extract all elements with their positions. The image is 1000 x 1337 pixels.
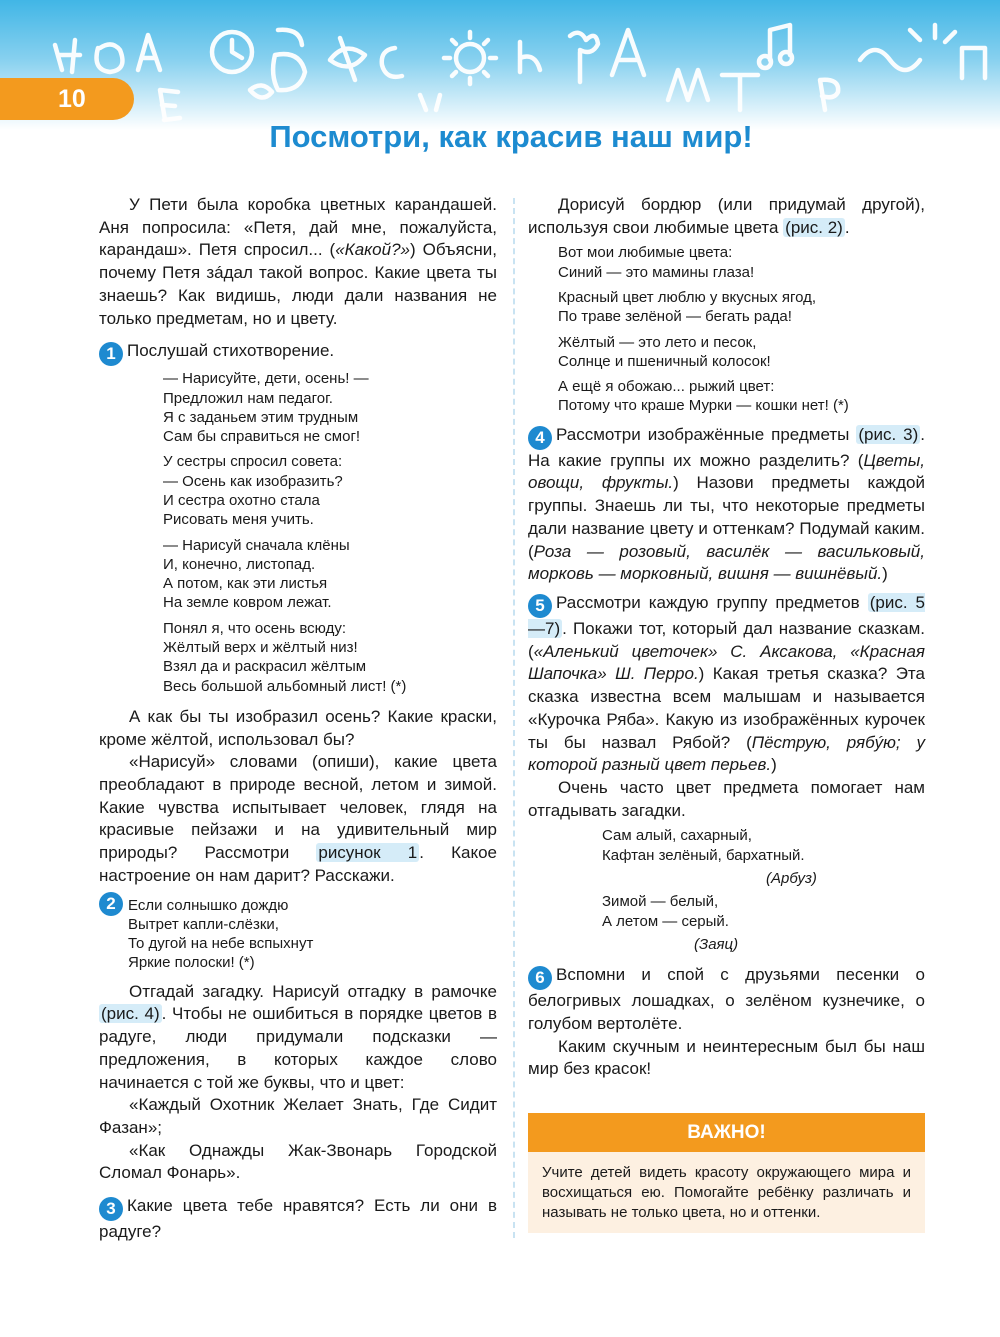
figure-reference: (рис. 2) [785,217,843,237]
intro-paragraph: У Пети была коробка цветных карандашей. Аня попросила: «Петя, дай мне, пожалуйста, карандаш». Петя спросил... («Какой?») Объясни, почему Петя зáдал такой вопрос. Какие цвета ты знаешь? Как видишь, люди дали названия не только предметам, но и цвету. [99,195,497,328]
seasons-paragraph: «Нарисуй» словами (опиши), какие цвета преобладают в природе весной, летом и зимой. Какие чувства испытывает человек, глядя на красивые пейзажи и на удивительный мир природы? Рассмотри рисунок 1 . Какое настроение он нам дарит? Расскажи. [99,752,498,885]
page-number: 10 [58,85,86,113]
poem-stanza: Понял я, что осень всюду: Жёлтый верх и жёлтый низ! Взял да и раскрасил жёлтым Весь большой альбомный лист! (*) [163,619,407,695]
task-6: 6 Вспомни и спой с друзьями песенки о белогривых лошадках, о зелёном кузнечике, о голубом вертолёте. [528,965,925,1033]
poem-stanza: — Нарисуйте, дети, осень! — Предложил нам педагог. Я с заданьем этим трудным Сам бы справиться не смог! [163,370,369,446]
mnemonic-1: «Каждый Охотник Желает Знать, Где Сидит Фазан»; [99,1095,497,1137]
task-4: 4 Рассмотри изображённые предметы (рис. 3) . На какие группы их можно разделить? (Цветы, овощи, фрукты.) Назови предметы каждой группы. Знаешь ли ты, что некоторые предметы дали название цвету и оттенкам? Подумай каким. (Роза — розовый, василёк — васильковый, морковь — морковный, вишня — вишнёвый.) [528,424,925,584]
watermelon-riddle: Сам алый, сахарный, Кафтан зелёный, бархатный. (Арбуз) [528,826,925,888]
task-number-badge: 4 [528,426,552,450]
riddle-paragraph: Отгадай загадку. Нарисуй отгадку в рамочке (рис. 4) . Чтобы не ошибиться в порядке цветов в радуге, люди придумали подсказки — предложения, в которых каждое слово начинается с той же буквы, что и цвет: [99,981,497,1092]
task-number-badge: 2 [99,892,123,916]
hare-riddle: Зимой — белый, А летом — серый. (Заяц) [528,892,925,954]
poem-stanza: — Нарисуй сначала клёны И, конечно, листопад. А потом, как эти листья На земле ковром лежат. [163,536,350,612]
important-note-box [528,1113,925,1233]
figure-reference: рисунок 1 [318,843,418,863]
poem-stanza: Вот мои любимые цвета: Синий — это мамины глаза! [558,244,755,281]
task-3: 3 Какие цвета тебе нравятся? Есть ли они в радуге? [99,1196,497,1242]
colors-poem [528,243,925,415]
important-note-title: ВАЖНО! [528,1113,925,1152]
task-number-badge: 1 [99,342,123,366]
figure-reference: (рис. 5—7) [528,593,926,638]
task-1 [99,340,497,696]
task-number-badge: 5 [528,594,552,618]
riddle-answer: (Заяц) [694,935,739,953]
poem-stanza: У сестры спросил совета: — Осень как изобразить? И сестра охотно стала Рисовать меня учить. [163,453,343,529]
figure-reference: (рис. 3) [858,424,919,444]
riddle-answer: (Арбуз) [766,869,817,887]
left-column [99,194,497,1244]
header-band [0,0,1000,130]
border-paragraph: Дорисуй бордюр (или придумай другой), используя свои любимые цвета (рис. 2) . [528,195,925,237]
task-5: 5 Рассмотри каждую группу предметов (рис. 5—7) . Покажи тот, который дал название сказкам. («Аленький цветочек» С. Аксакова, «Красная Шапочка» Ш. Перро.) Какая третья сказка? Эта сказка известна всем малышам и называется «Курочка Ряба». Какую из изображённых курочек ты бы назвал Рябой? (Пёструю, рябýю; у которой разный цвет перьев.) [528,593,926,775]
important-note-text: Учите детей видеть красоту окружающего мира и восхищаться ею. Помогайте ребёнку различать и называть не только цвета, но и оттенки. [542,1164,911,1221]
doodle-letters-decoration [0,0,1000,130]
poem-stanza: А ещё я обожаю... рыжий цвет: Потому что краше Мурки — кошки нет! (*) [558,378,849,415]
poem-stanza: Жёлтый — это лето и песок, Солнце и пшеничный колосок! [558,333,771,370]
riddles-intro-paragraph: Очень часто цвет предмета помогает нам отгадывать загадки. [528,777,925,820]
page-title: Посмотри, как красив наш мир! [269,119,753,154]
task-2 [99,893,497,973]
poem-stanza: Красный цвет люблю у вкусных ягод, По траве зелёной — бегать рада! [558,289,817,326]
task-1-text: Послушай стихотворение. [127,341,335,361]
rainbow-riddle: 2 Если солнышко дождю Вытрет капли-слёзки, То дугой на небе вспыхнут Яркие полоски! (*) [99,896,497,973]
closing-paragraph: Каким скучным и неинтересным был бы наш мир без красок! [528,1036,925,1079]
autumn-question-paragraph: А как бы ты изобразил осень? Какие краски, кроме жёлтой, использовал бы? [99,706,497,749]
mnemonic-2: «Как Однажды Жак-Звонарь Городской Сломал Фонарь». [99,1140,497,1183]
task-number-badge: 6 [528,966,552,990]
task-number-badge: 3 [99,1197,123,1221]
autumn-poem [99,369,497,696]
figure-reference: (рис. 4) [101,1004,160,1024]
right-column [528,194,925,1081]
column-divider [513,198,515,1238]
